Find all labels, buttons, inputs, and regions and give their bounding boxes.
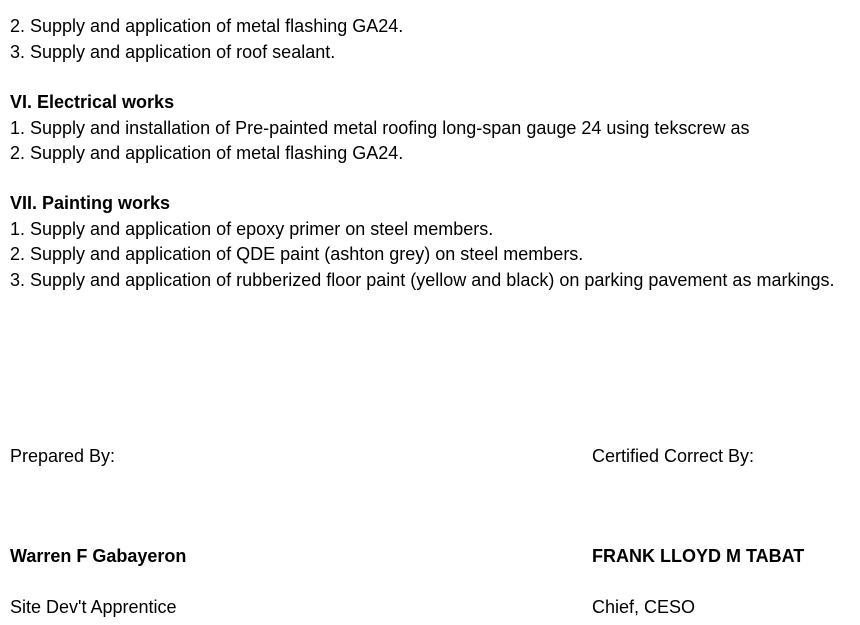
list-item: 2. Supply and application of metal flashing GA24. — [10, 16, 404, 36]
certifier-name: FRANK LLOYD M TABAT — [592, 546, 805, 566]
list-item: 1. Supply and installation of Pre-painted metal roofing long-span gauge 24 using tekscrew as — [10, 118, 750, 138]
list-item: 2. Supply and application of metal flashing GA24. — [10, 143, 404, 163]
preparer-title: Site Dev't Apprentice — [10, 597, 177, 617]
certified-by-label: Certified Correct By: — [592, 446, 755, 466]
section-heading-electrical: VI. Electrical works — [10, 92, 175, 112]
list-item: 3. Supply and application of rubberized floor paint (yellow and black) on parking pavement as markings. — [10, 270, 835, 290]
list-item: 2. Supply and application of QDE paint (ashton grey) on steel members. — [10, 244, 584, 264]
preparer-name: Warren F Gabayeron — [10, 546, 187, 566]
section-heading-painting: VII. Painting works — [10, 193, 171, 213]
certifier-title: Chief, CESO — [592, 597, 696, 617]
list-item: 1. Supply and application of epoxy primer on steel members. — [10, 219, 494, 239]
list-item: 3. Supply and application of roof sealant. — [10, 42, 336, 62]
prepared-by-label: Prepared By: — [10, 446, 116, 466]
